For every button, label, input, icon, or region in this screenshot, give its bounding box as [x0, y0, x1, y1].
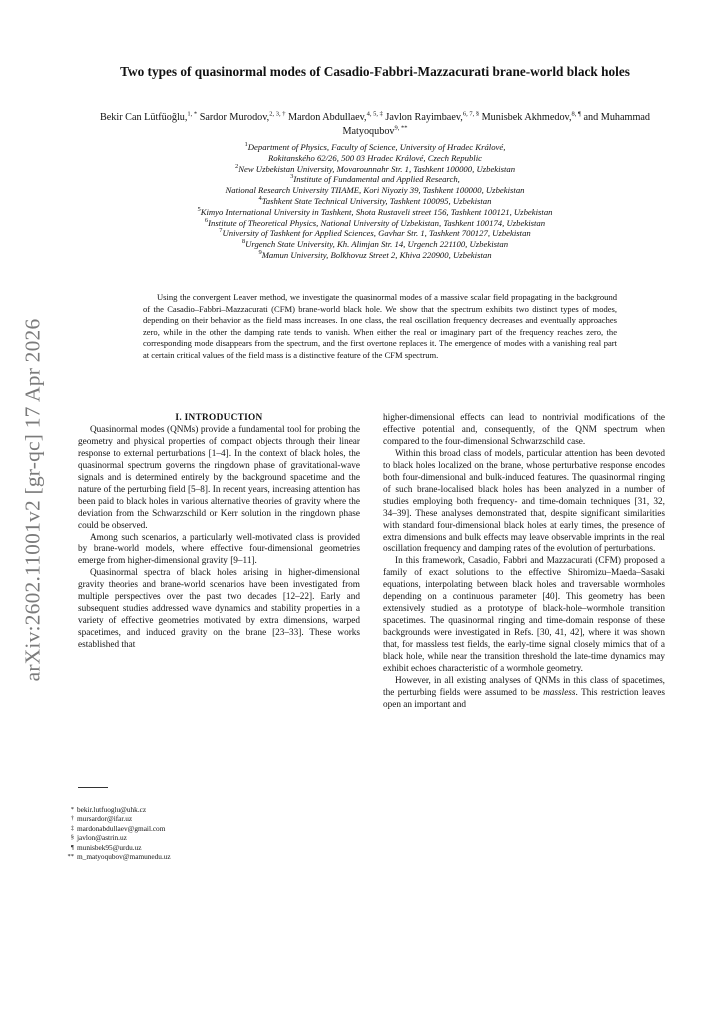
author-6: and Muhammad Matyoqubov$^{9, **}$: [342, 112, 651, 137]
author-4: Javlon Rayimbaev,$^{6, 7, \S}$: [385, 110, 480, 123]
email-link[interactable]: munisbek95@urdu.uz: [77, 842, 142, 852]
author-1: Bekir Can Lütfüoğlu,$^{1, *}$: [99, 110, 198, 123]
footnote: ‡ mardonabdullaev@gmail.com: [70, 823, 166, 833]
affiliation-line: $^9$Mamun University, Bolkhovuz Street 2, Khiva 220900, Uzbekistan: [258, 249, 492, 260]
affiliation-line: National Research University TIIAME, Kori Niyoziy 39, Tashkent 100000, Uzbekistan: [225, 185, 525, 196]
email-link[interactable]: m_matyoqubov@mamunedu.uz: [77, 852, 171, 862]
footnote: † mursardor@ifar.uz: [70, 814, 133, 824]
affiliation-line: $^5$Kimyo International University in Tashkent, Shota Rustaveli street 156, Tashkent 100121, Uzbekistan: [197, 205, 553, 217]
email-link[interactable]: javlon@astrin.uz: [77, 833, 127, 843]
footnote-rule: [78, 787, 108, 788]
section-heading: I. INTRODUCTION: [175, 413, 263, 423]
author-list: [80, 111, 670, 139]
affiliation-line: $^3$Institute of Fundamental and Applied Research,: [290, 173, 460, 185]
footnotes: [60, 805, 320, 861]
paragraph: Quasinormal spectra of black holes arising in higher-dimensional gravity theories and brane-world scenarios have been investigated from multiple perspectives over the past two decades [12–22]. Early and subsequent studies addressed wave dynamics and stability properties in a variety of effective geometries motivated by extra dimensions, warped spacetimes, and induced gravity on the brane [23–33]. These works established that: [78, 568, 360, 651]
affiliation-line: $^4$Tashkent State Technical University, Tashkent 100095, Uzbekistan: [258, 195, 492, 206]
affiliation-line: $^2$New Uzbekistan University, Movarounnahr Str. 1, Tashkent 100000, Uzbekistan: [234, 162, 516, 174]
email-link[interactable]: mursardor@ifar.uz: [77, 814, 133, 824]
right-column: [383, 413, 665, 712]
affiliation-line: $^6$Institute of Theoretical Physics, National University of Uzbekistan, Tashkent 100174, Uzbekistan: [204, 216, 546, 228]
paragraph-last: However, in all existing analyses of QNMs in this class of spacetimes, the perturbing fields were assumed to be massless. This restriction leaves open an important and: [383, 675, 665, 710]
affiliation-line: $^1$Department of Physics, Faculty of Science, University of Hradec Králové,: [244, 141, 506, 152]
affiliations: [80, 142, 670, 261]
paragraph: In this framework, Casadio, Fabbri and Mazzacurati (CFM) proposed a family of exact solutions to the effective Shiromizu–Maeda–Sasaki equations, interpolating between black holes and traversable wormholes depending on a continuous parameter [40]. This geometry has been extensively studied as a prototype of black-hole–wormhole transition spacetimes. The quasinormal ringing and time-domain response of these backgrounds were investigated in Refs. [30, 41, 42], where it was shown that, for massless test fields, the early-time signal closely mimics that of a black hole, while near the transition threshold the late-time dynamics may exhibit echoes characteristic of a wormhole geometry.: [383, 556, 665, 675]
footnote: ** m_matyoqubov@mamunedu.uz: [67, 852, 171, 862]
affiliation-line: $^8$Urgench State University, Kh. Alimjan Str. 14, Urgench 221100, Uzbekistan: [241, 238, 509, 250]
footnote: ¶ munisbek95@urdu.uz: [71, 842, 142, 852]
arxiv-stamp: [3, 300, 63, 700]
paragraph: higher-dimensional effects can lead to nontrivial modifications of the effective potential and, consequently, of the QNM spectrum when compared to the four-dimensional Schwarzschild case.: [383, 413, 665, 447]
left-column: [78, 413, 360, 652]
paper-title: Two types of quasinormal modes of Casadio-Fabbri-Mazzacurati brane-world black holes: [120, 64, 630, 79]
abstract: Using the convergent Leaver method, we investigate the quasinormal modes of a massive scalar field propagating in the background of the Casadio–Fabbri–Mazzacurati (CFM) brane-world black hole. We show that the spectrum exhibits two distinct types of modes, depending on their behavior as the field mass increases. In one class, the real oscillation frequency decreases and eventually approaches zero, while in the other the damping rate tends to vanish. When either the real or imaginary part of the frequency reaches zero, the corresponding mode disappears from the spectrum, and the first overtone replaces it. The emergence of modes with a vanishing real part at certain critical values of the field mass is a distinctive feature of the CFM spectrum.: [143, 292, 617, 360]
paragraph: Among such scenarios, a particularly well-motivated class is provided by brane-world models, where effective four-dimensional geometries emerge from higher-dimensional gravity [9–11].: [78, 532, 360, 567]
affiliation-line: Rokitanského 62/26, 500 03 Hradec Králové, Czech Republic: [267, 152, 482, 163]
arxiv-stamp-text: arXiv:2602.11001v2 [gr-qc] 17 Apr 2026: [20, 318, 45, 682]
emphasis: massless: [543, 687, 576, 698]
email-link[interactable]: bekir.lutfuoglu@uhk.cz: [77, 805, 147, 814]
paragraph: Within this broad class of models, particular attention has been devoted to black holes localized on the brane, whose perturbative response encodes both four-dimensional and bulk-induced features. The quasinormal ringing of such brane-localised black holes has been analyzed in a number of studies employing both frequency- and time-domain techniques [31, 32, 34–39]. These analyses demonstrated that, despite significant similarities with standard four-dimensional black holes at early times, the presence of extra dimensions and bulk effects may leave observable imprints in the real oscillation frequency and damping rates of the evolution of perturbations.: [383, 448, 665, 555]
author-5: Munisbek Akhmedov,$^{8, \P}$: [481, 110, 581, 123]
paragraph: Quasinormal modes (QNMs) provide a fundamental tool for probing the geometry and physical properties of compact objects through their linear response to external perturbations [1–4]. In the context of black holes, the quasinormal spectrum governs the ringdown phase of gravitational-wave signals and is determined entirely by the background spacetime and the nature of the perturbing field [5–8]. In recent years, increasing attention has been paid to black holes in various alternative theories of gravity where the deviation from the Schwarzschild or Kerr solution in the ringdown phase could be observed.: [78, 424, 360, 531]
footnote: * bekir.lutfuoglu@uhk.cz: [70, 805, 147, 814]
affiliation-line: $^7$University of Tashkent for Applied Sciences, Gavhar Str. 1, Tashkent 700127, Uzbekistan: [219, 227, 531, 239]
footnote: § javlon@astrin.uz: [70, 833, 127, 843]
author-3: Mardon Abdullaev,$^{4, 5, \ddagger}$: [288, 110, 383, 123]
email-link[interactable]: mardonabdullaev@gmail.com: [77, 823, 166, 833]
author-2: Sardor Murodov,$^{2, 3, \dagger}$: [199, 110, 286, 123]
